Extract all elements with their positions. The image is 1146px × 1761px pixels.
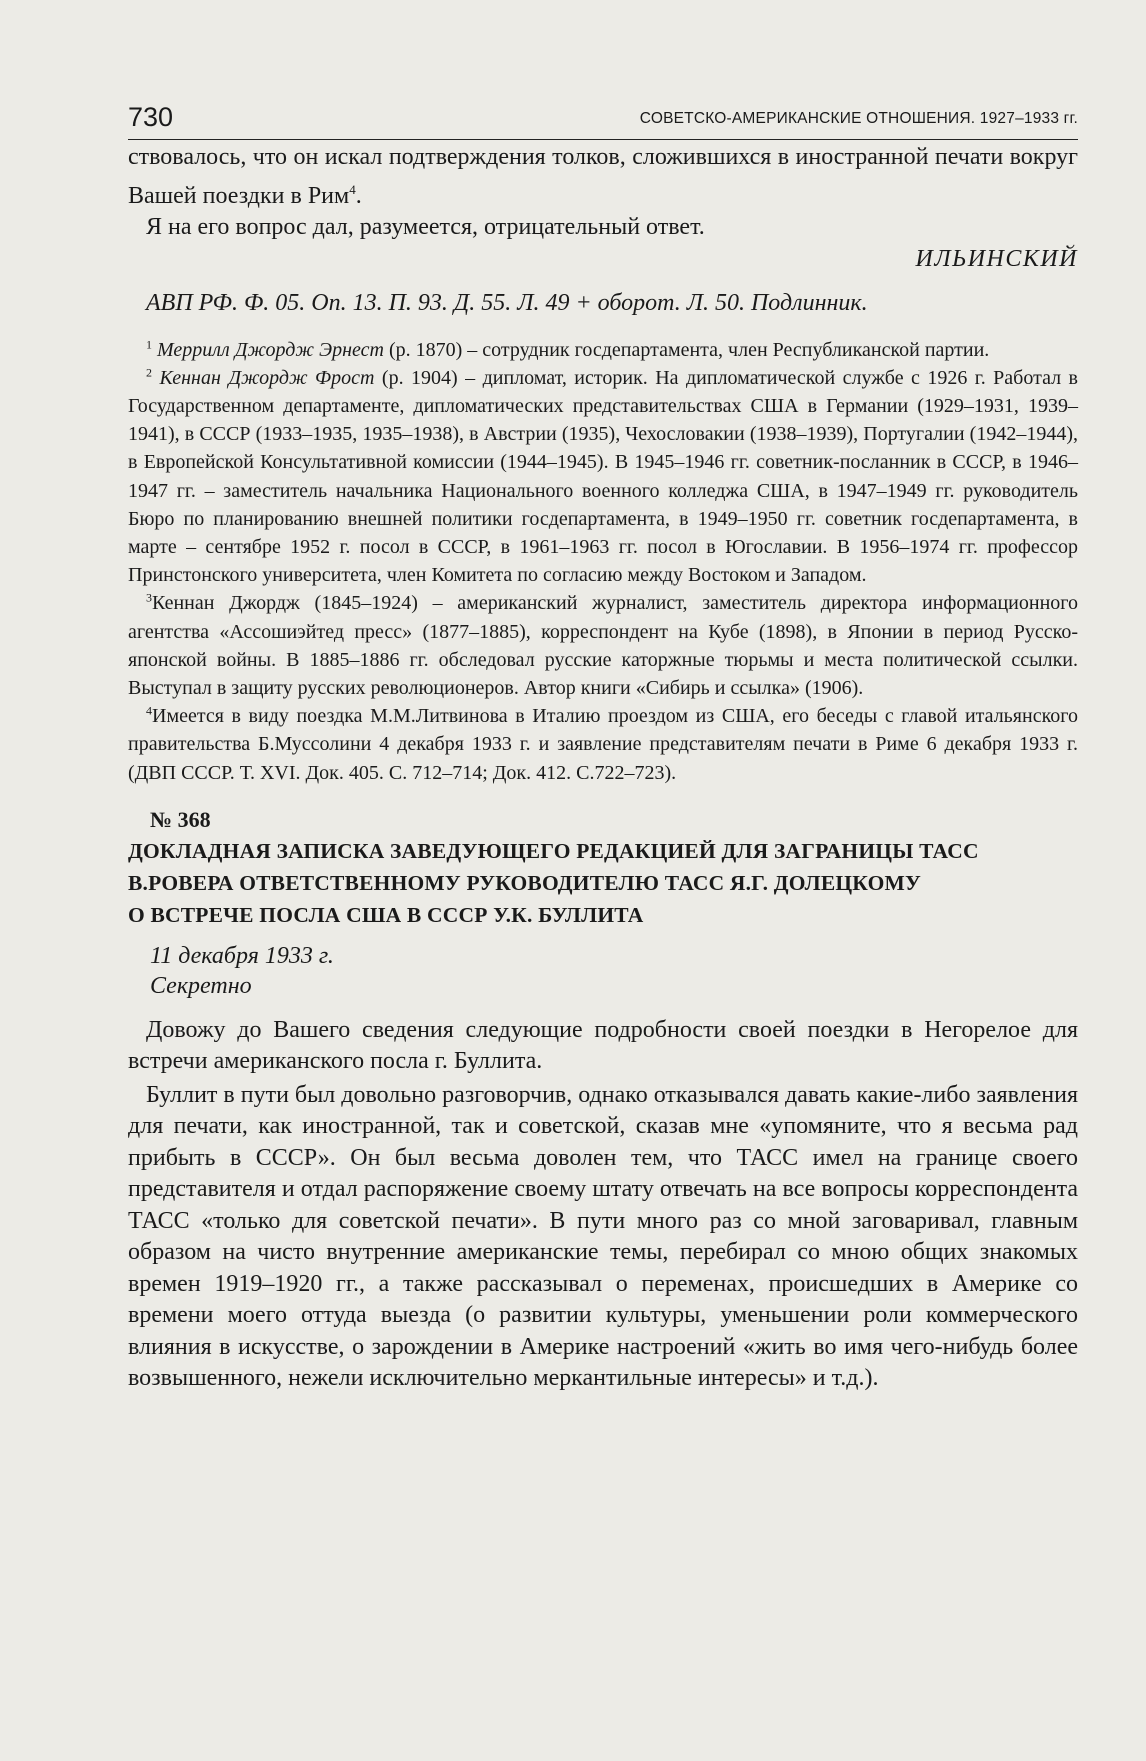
document-number: № 368 <box>150 806 211 832</box>
signature: ИЛЬИНСКИЙ <box>915 245 1078 272</box>
footnote-ref-4: 4 <box>349 181 356 197</box>
footnote-text: Кеннан Джордж (1845–1924) – американский журналист, заместитель директора информационного агентства «Ассошиэйтед пресс» (1877–1885), корреспондент на Кубе (1898), в Японии в период Русско-японской войны. В 1885–1886 гг. обследовал русские каторжные тюрьмы и места политической ссылки. Выступал в защиту русских революционеров. Автор книги «Сибирь и ссылка» (1906). <box>128 592 1078 699</box>
continued-paragraph-end: . <box>355 182 362 209</box>
body-paragraph: Довожу до Вашего сведения следующие подробности своей поездки в Негорелое для встречи американского посла г. Буллита. <box>128 1016 1078 1075</box>
footnote <box>128 364 1078 590</box>
footnote-mark: 4 <box>146 703 152 718</box>
footnote-name: Меррилл Джордж Эрнест <box>157 338 384 361</box>
running-title: СОВЕТСКО-АМЕРИКАНСКИЕ ОТНОШЕНИЯ. 1927–1933 гг. <box>639 110 1078 127</box>
footnote-text: (р. 1870) – сотрудник госдепартамента, член Республиканской партии. <box>383 338 990 361</box>
continued-paragraph-text: ствовалось, что он искал подтверждения толков, сложившихся в иностранной печати вокруг Вашей поездки в Рим <box>128 144 1078 209</box>
footnote <box>128 702 1078 787</box>
answer-paragraph: Я на его вопрос дал, разумеется, отрицательный ответ. <box>146 214 705 240</box>
footnote <box>128 336 1078 364</box>
footnote-text: Имеется в виду поездка М.М.Литвинова в Италию проездом из США, его беседы с главой итальянского правительства Б.Муссолини 4 декабря 1933 г. и заявление представителям печати в Риме 6 декабря 1933 г. (ДВП СССР. Т. XVI. Док. 405. С. 712–714; Док. 412. С.722–723). <box>128 705 1078 784</box>
document-classification: Секретно <box>150 972 252 999</box>
footnote-mark: 2 <box>146 365 152 380</box>
footnote-text: (р. 1904) – дипломат, историк. На дипломатической службе с 1926 г. Работал в Государственном департаменте, дипломатических представительствах США в Германии (1929–1931, 1939–1941), в СССР (1933–1935, 1935–1938), в Австрии (1935), Чехословакии (1938–1939), Португалии (1942–1944), в Европейской Консультативной комиссии (1944–1945). В 1945–1946 гг. советник-посланник в СССР, в 1946–1947 гг. – заместитель начальника Национального военного колледжа США, в 1947–1949 гг. руководитель Бюро по планированию внешней политики госдепартамента, в 1949–1950 гг. советник госдепартамента, в марте – сентябре 1952 г. посол в СССР, в 1961–1963 гг. посол в Югославии. В 1956–1974 гг. профессор Принстонского университета, член Комитета по согласию между Востоком и Западом. <box>128 366 1078 587</box>
running-head <box>128 102 1078 138</box>
header-rule <box>128 139 1078 140</box>
footnotes <box>128 336 1078 787</box>
footnote <box>128 589 1078 702</box>
page-number: 730 <box>128 102 174 132</box>
archive-reference: АВП РФ. Ф. 05. Оп. 13. П. 93. Д. 55. Л. 49 + оборот. Л. 50. Подлинник. <box>146 289 868 316</box>
footnote-mark: 3 <box>146 590 152 605</box>
body-paragraph: Буллит в пути был довольно разговорчив, однако отказывался давать какие-либо заявления для печати, как иностранной, так и советской, сказав мне «упомяните, что я весьма рад прибыть в СССР». Он был весьма доволен тем, что ТАСС имел на границе своего представителя и отдал распоряжение своему штату отвечать на все вопросы корреспондента ТАСС «только для советской печати». В пути много раз со мной заговаривал, главным образом на чисто внутренние американские темы, перебирал со мною общих знакомых времен 1919–1920 гг., а также рассказывал о переменах, происшедших в Америке со времени моего оттуда выезда (о развитии культуры, уменьшении роли коммерческого влияния в искусстве, о зарождении в Америке настроений «жить во имя чего-нибудь более возвышенного, нежели исключительно меркантильные интересы» и т.д.). <box>128 1081 1079 1392</box>
continued-paragraph <box>128 142 1078 212</box>
document-title <box>128 835 1078 931</box>
document-title-line: О ВСТРЕЧЕ ПОСЛА США В СССР У.К. БУЛЛИТА <box>128 902 644 927</box>
document-title-line: В.РОВЕРА ОТВЕТСТВЕННОМУ РУКОВОДИТЕЛЮ ТАСС Я.Г. ДОЛЕЦКОМУ <box>128 870 921 895</box>
document-date: 11 декабря 1933 г. <box>150 942 334 969</box>
document-title-line: ДОКЛАДНАЯ ЗАПИСКА ЗАВЕДУЮЩЕГО РЕДАКЦИЕЙ ДЛЯ ЗАГРАНИЦЫ ТАСС <box>128 838 979 863</box>
page-body <box>128 142 1078 1395</box>
footnote-mark: 1 <box>146 336 152 351</box>
footnote-name: Кеннан Джордж Фрост <box>159 366 375 389</box>
